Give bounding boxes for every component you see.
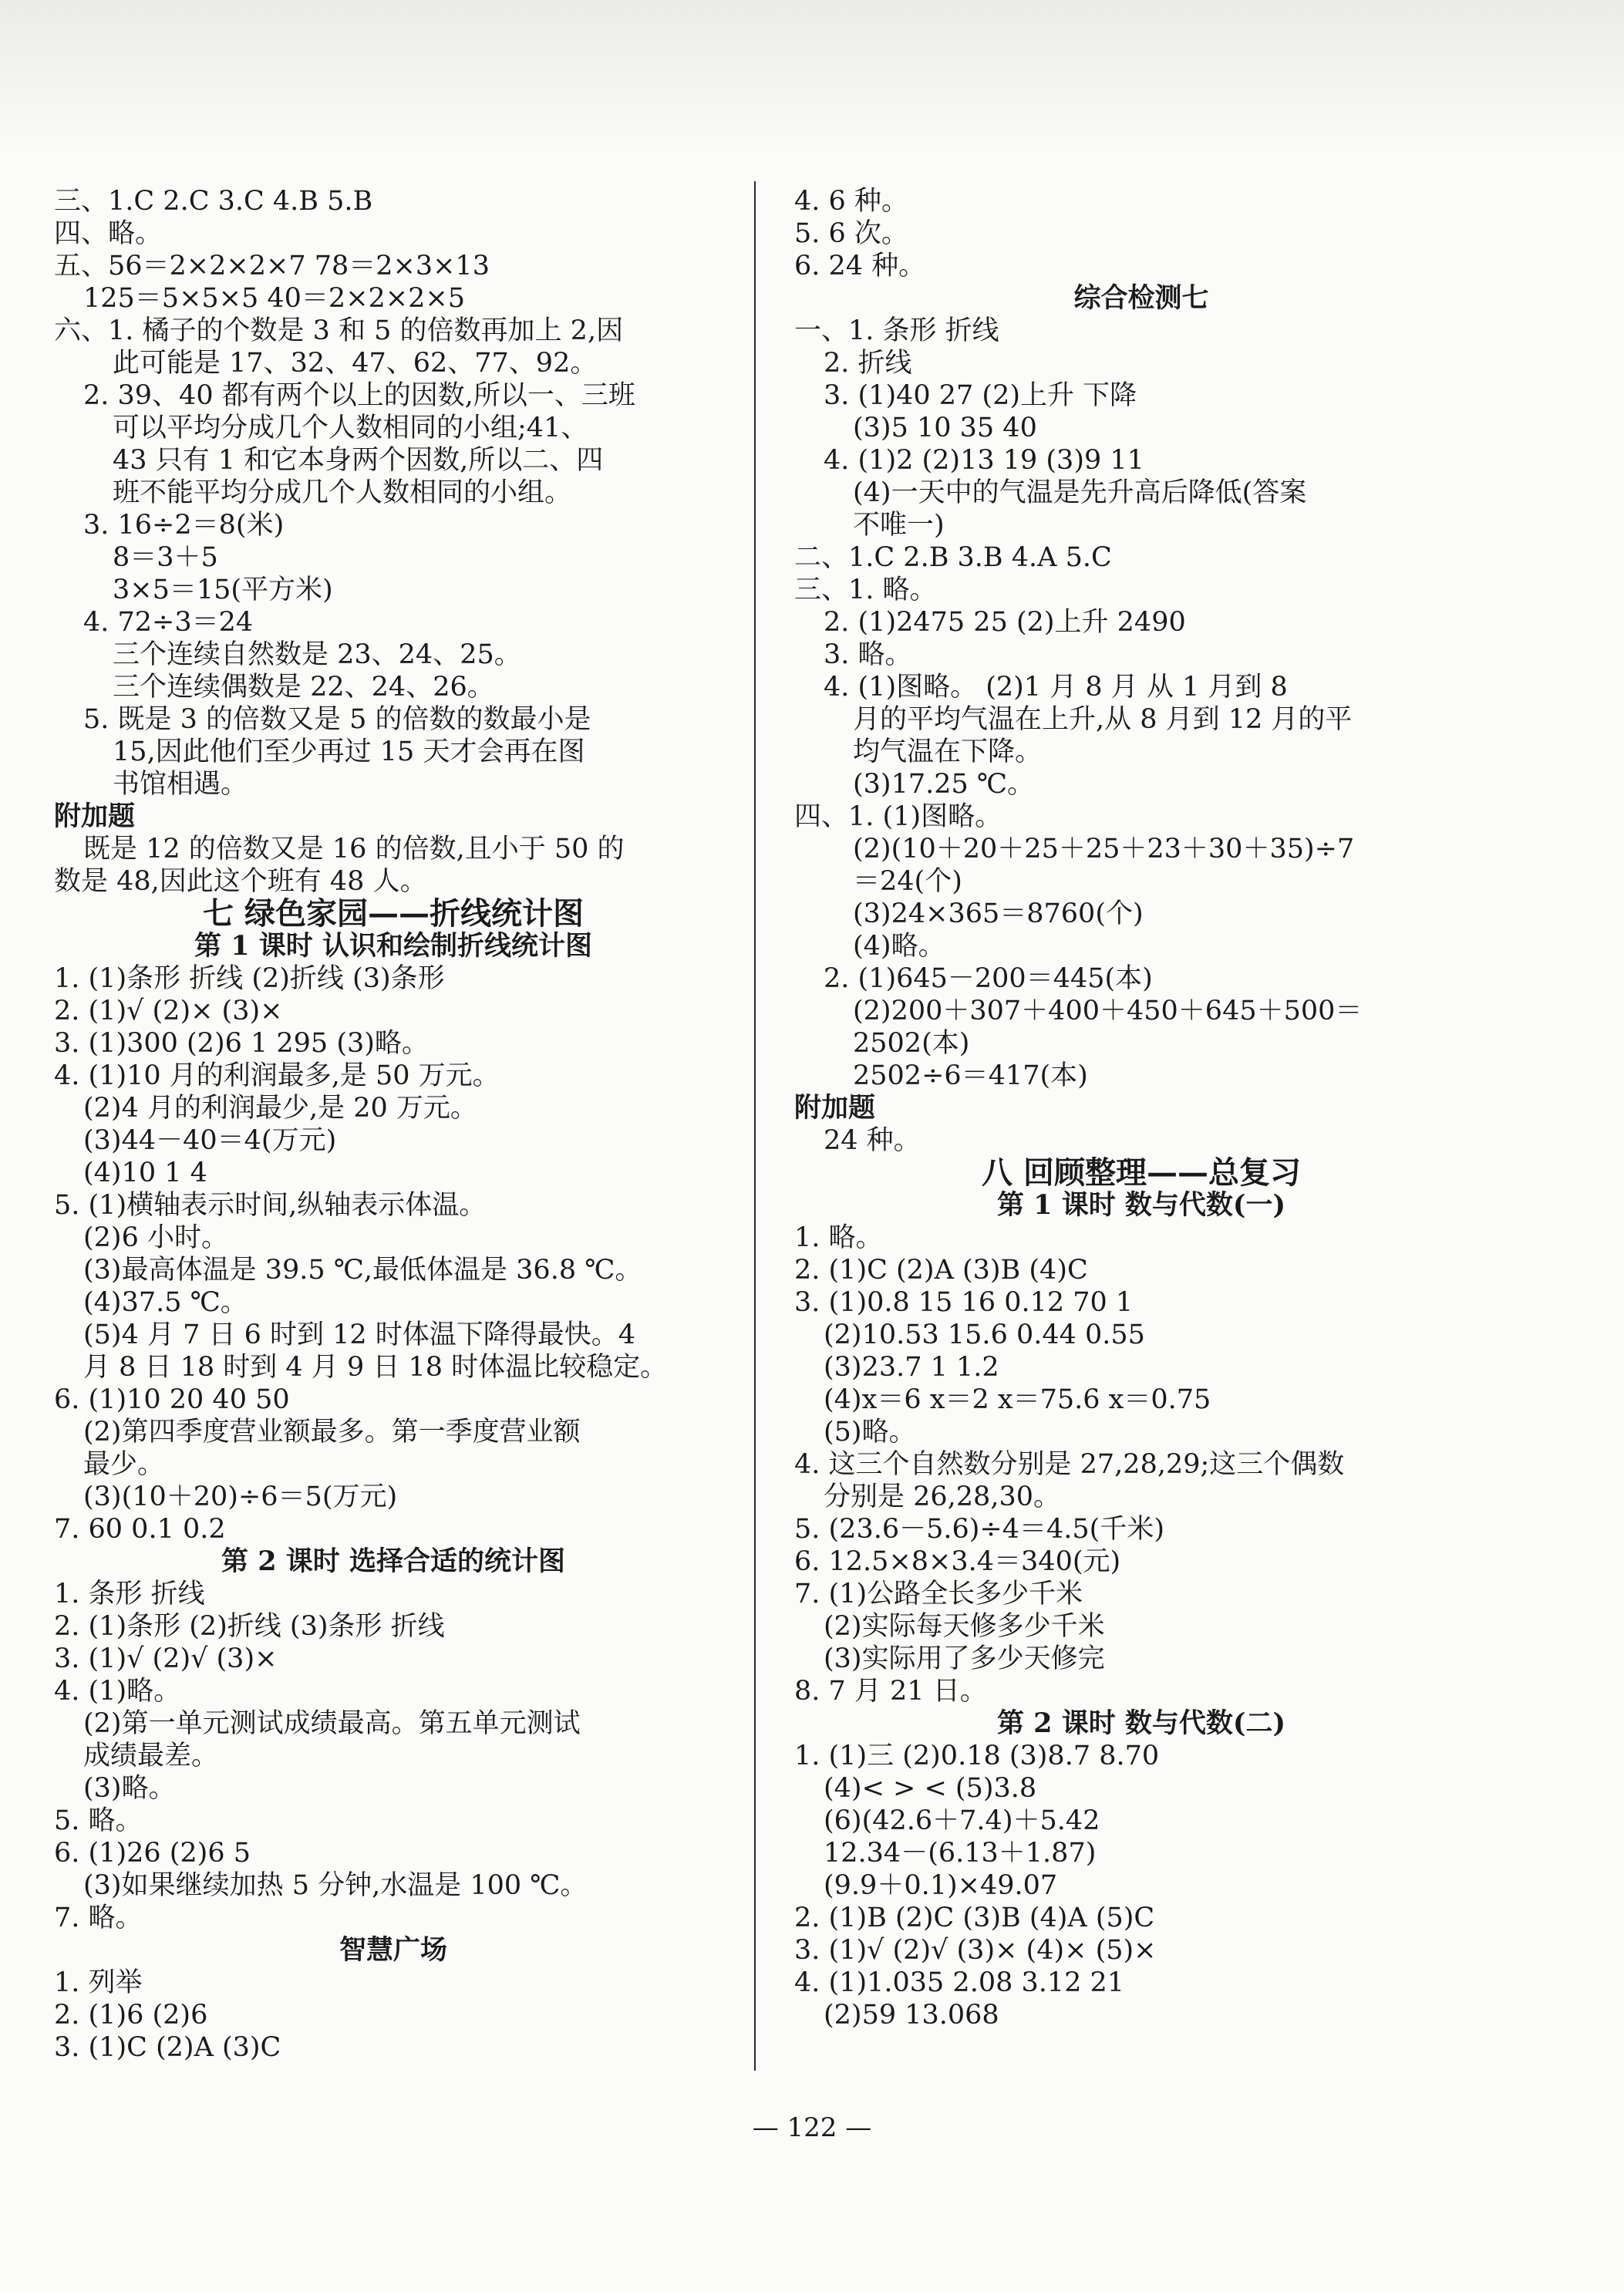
answer-line: 数是 48,因此这个班有 48 人。 <box>54 866 427 897</box>
answer-line: 3×5＝15(平方米) <box>113 575 333 605</box>
answer-line: 3. (1)√ (2)√ (3)× <box>54 1643 278 1674</box>
answer-line: 4. 6 种。 <box>794 186 908 217</box>
answer-line: (3)略。 <box>83 1773 176 1804</box>
answer-line: (2)10.53 15.6 0.44 0.55 <box>824 1320 1145 1350</box>
answer-line: 月的平均气温在上升,从 8 月到 12 月的平 <box>853 704 1353 735</box>
answer-line: (3)24×365＝8760(个) <box>853 898 1144 929</box>
answer-line: 43 只有 1 和它本身两个因数,所以二、四 <box>113 445 604 476</box>
answer-line: 五、56＝2×2×2×7 78＝2×3×13 <box>54 251 490 281</box>
answer-line: 1. 条形 折线 <box>54 1579 205 1609</box>
answer-line: 2502(本) <box>853 1028 970 1059</box>
answer-line: 四、1. (1)图略。 <box>794 801 1002 832</box>
answer-line: 3. (1)C (2)A (3)C <box>54 2032 281 2063</box>
answer-line: (4)10 1 4 <box>83 1158 207 1188</box>
answer-line: 6. 24 种。 <box>794 251 926 281</box>
answer-line: 4. (1)略。 <box>54 1676 181 1707</box>
answer-line: (4)一天中的气温是先升高后降低(答案 <box>853 477 1307 508</box>
answer-line: (2)实际每天修多少千米 <box>824 1611 1105 1642</box>
answer-line: 三个连续自然数是 23、24、25。 <box>113 639 521 670</box>
answer-line: 此可能是 17、32、47、62、77、92。 <box>113 348 598 379</box>
answer-line: (9.9＋0.1)×49.07 <box>824 1870 1058 1901</box>
answer-line: 3. (1)300 (2)6 1 295 (3)略。 <box>54 1028 429 1059</box>
answer-line: (4)37.5 ℃。 <box>83 1287 248 1318</box>
answer-line: 月 8 日 18 时到 4 月 9 日 18 时体温比较稳定。 <box>83 1352 668 1383</box>
answer-line: 3. (1)0.8 15 16 0.12 70 1 <box>794 1287 1134 1318</box>
column-divider <box>754 181 756 2071</box>
scan-shadow <box>0 0 1624 154</box>
answer-line: 2. 折线 <box>824 348 912 379</box>
answer-line: 12.34－(6.13＋1.87) <box>824 1838 1097 1869</box>
section-heading: 八 回顾整理——总复习 <box>982 1154 1301 1191</box>
answer-line: 4. (1)2 (2)13 19 (3)9 11 <box>824 445 1144 476</box>
answer-line: 7. 60 0.1 0.2 <box>54 1514 226 1545</box>
answer-line: 2502÷6＝417(本) <box>853 1060 1088 1091</box>
answer-line: 2. (1)√ (2)× (3)× <box>54 996 283 1026</box>
answer-line: (3)最高体温是 39.5 ℃,最低体温是 36.8 ℃。 <box>83 1255 642 1286</box>
answer-line: (3)实际用了多少天修完 <box>824 1643 1105 1674</box>
answer-line: 7. (1)公路全长多少千米 <box>794 1579 1083 1609</box>
answer-line: 四、略。 <box>54 218 163 249</box>
left-column <box>54 185 733 2064</box>
answer-line: 5. (1)横轴表示时间,纵轴表示体温。 <box>54 1190 487 1221</box>
answer-line: 六、1. 橘子的个数是 3 和 5 的倍数再加上 2,因 <box>54 315 624 346</box>
answer-line: 2. (1)645－200＝445(本) <box>824 963 1153 994</box>
answer-line: (2)200＋307＋400＋450＋645＋500＝ <box>853 996 1363 1026</box>
answer-line: 分别是 26,28,30。 <box>824 1481 1060 1512</box>
answer-line: 2. (1)条形 (2)折线 (3)条形 折线 <box>54 1611 445 1642</box>
answer-line: (3)(10＋20)÷6＝5(万元) <box>83 1481 398 1512</box>
answer-line: 不唯一) <box>853 510 945 541</box>
answer-line: 三个连续偶数是 22、24、26。 <box>113 672 494 703</box>
answer-line: 1. (1)三 (2)0.18 (3)8.7 8.70 <box>794 1741 1160 1771</box>
answer-line: 15,因此他们至少再过 15 天才会再在图 <box>113 736 585 767</box>
answer-line: 1. 略。 <box>794 1222 883 1253</box>
answer-line: 4. (1)图略。 (2)1 月 8 月 从 1 月到 8 <box>824 672 1288 703</box>
answer-line: 8. 7 月 21 日。 <box>794 1676 987 1707</box>
answer-line: 最少。 <box>83 1449 165 1480</box>
answer-line: (4)略。 <box>853 931 945 962</box>
answer-line: (5)4 月 7 日 6 时到 12 时体温下降得最快。4 <box>83 1320 636 1350</box>
answer-line: 2. (1)C (2)A (3)B (4)C <box>794 1255 1088 1286</box>
answer-line: 125＝5×5×5 40＝2×2×2×5 <box>83 283 465 314</box>
answer-line: 1. (1)条形 折线 (2)折线 (3)条形 <box>54 963 445 994</box>
answer-line: 5. (23.6－5.6)÷4＝4.5(千米) <box>794 1514 1164 1545</box>
answer-line: (3)如果继续加热 5 分钟,水温是 100 ℃。 <box>83 1870 588 1901</box>
answer-line: 可以平均分成几个人数相同的小组;41、 <box>113 413 588 443</box>
answer-line: 班不能平均分成几个人数相同的小组。 <box>113 477 572 508</box>
answer-line: (3)23.7 1 1.2 <box>824 1352 999 1383</box>
answer-line: (2)第一单元测试成绩最高。第五单元测试 <box>83 1708 581 1739</box>
section-heading: 第 2 课时 选择合适的统计图 <box>221 1545 565 1577</box>
answer-line: 2. 39、40 都有两个以上的因数,所以一、三班 <box>83 380 635 411</box>
answer-line: (2)(10＋20＋25＋25＋23＋30＋35)÷7 <box>853 834 1355 865</box>
answer-line: 附加题 <box>794 1092 876 1124</box>
section-heading: 第 1 课时 认识和绘制折线统计图 <box>194 930 592 962</box>
answer-line: 6. (1)10 20 40 50 <box>54 1384 290 1415</box>
answer-line: 成绩最差。 <box>83 1741 219 1771</box>
answer-line: 4. (1)1.035 2.08 3.12 21 <box>794 1967 1125 1998</box>
answer-line: 2. (1)B (2)C (3)B (4)A (5)C <box>794 1903 1155 1933</box>
answer-line: 5. 略。 <box>54 1805 143 1836</box>
answer-line: (3)44－40＝4(万元) <box>83 1125 337 1156</box>
answer-line: 24 种。 <box>824 1125 921 1156</box>
answer-line: (4)< > < (5)3.8 <box>824 1773 1037 1804</box>
right-column <box>794 185 1488 2031</box>
page-number: — 122 — <box>752 2112 872 2143</box>
section-heading: 七 绿色家园——折线统计图 <box>203 895 584 932</box>
answer-line: (3)5 10 35 40 <box>853 413 1037 443</box>
answer-line: (2)4 月的利润最少,是 20 万元。 <box>83 1093 477 1124</box>
answer-line: 4. 这三个自然数分别是 27,28,29;这三个偶数 <box>794 1449 1345 1480</box>
section-heading: 第 2 课时 数与代数(二) <box>996 1707 1286 1739</box>
answer-line: 2. (1)2475 25 (2)上升 2490 <box>824 607 1186 638</box>
answer-line: 1. 列举 <box>54 1967 143 1998</box>
answer-line: (2)第四季度营业额最多。第一季度营业额 <box>83 1417 581 1448</box>
answer-line: 三、1.C 2.C 3.C 4.B 5.B <box>54 186 373 217</box>
answer-line: (5)略。 <box>824 1417 916 1448</box>
section-heading: 智慧广场 <box>339 1934 447 1966</box>
answer-line: 书馆相遇。 <box>113 769 248 800</box>
answer-line: 均气温在下降。 <box>853 736 1043 767</box>
answer-line: 7. 略。 <box>54 1903 143 1933</box>
answer-line: 附加题 <box>54 801 136 832</box>
answer-line: 一、1. 条形 折线 <box>794 315 999 346</box>
answer-line: 2. (1)6 (2)6 <box>54 2000 208 2031</box>
answer-line: 4. (1)10 月的利润最多,是 50 万元。 <box>54 1060 500 1091</box>
answer-line: 3. 略。 <box>824 639 912 670</box>
answer-line: 4. 72÷3＝24 <box>83 607 254 638</box>
section-heading: 第 1 课时 数与代数(一) <box>996 1189 1286 1221</box>
answer-line: (2)59 13.068 <box>824 2000 999 2031</box>
answer-line: 3. 16÷2＝8(米) <box>83 510 285 541</box>
answer-line: (4)x＝6 x＝2 x＝75.6 x＝0.75 <box>824 1384 1211 1415</box>
answer-line: 3. (1)40 27 (2)上升 下降 <box>824 380 1137 411</box>
answer-line: 6. (1)26 (2)6 5 <box>54 1838 251 1869</box>
answer-line: (6)(42.6＋7.4)＋5.42 <box>824 1805 1100 1836</box>
section-heading: 综合检测七 <box>1073 282 1209 314</box>
answer-line: ＝24(个) <box>853 866 962 897</box>
answer-line: 8＝3＋5 <box>113 542 218 573</box>
answer-line: 3. (1)√ (2)√ (3)× (4)× (5)× <box>794 1935 1157 1966</box>
answer-line: 既是 12 的倍数又是 16 的倍数,且小于 50 的 <box>83 834 625 865</box>
answer-line: 三、1. 略。 <box>794 575 937 605</box>
answer-line: (2)6 小时。 <box>83 1222 228 1253</box>
answer-line: 二、1.C 2.B 3.B 4.A 5.C <box>794 542 1112 573</box>
answer-line: 6. 12.5×8×3.4＝340(元) <box>794 1546 1121 1577</box>
answer-line: (3)17.25 ℃。 <box>853 769 1035 800</box>
answer-line: 5. 既是 3 的倍数又是 5 的倍数的数最小是 <box>83 704 591 735</box>
answer-line: 5. 6 次。 <box>794 218 908 249</box>
